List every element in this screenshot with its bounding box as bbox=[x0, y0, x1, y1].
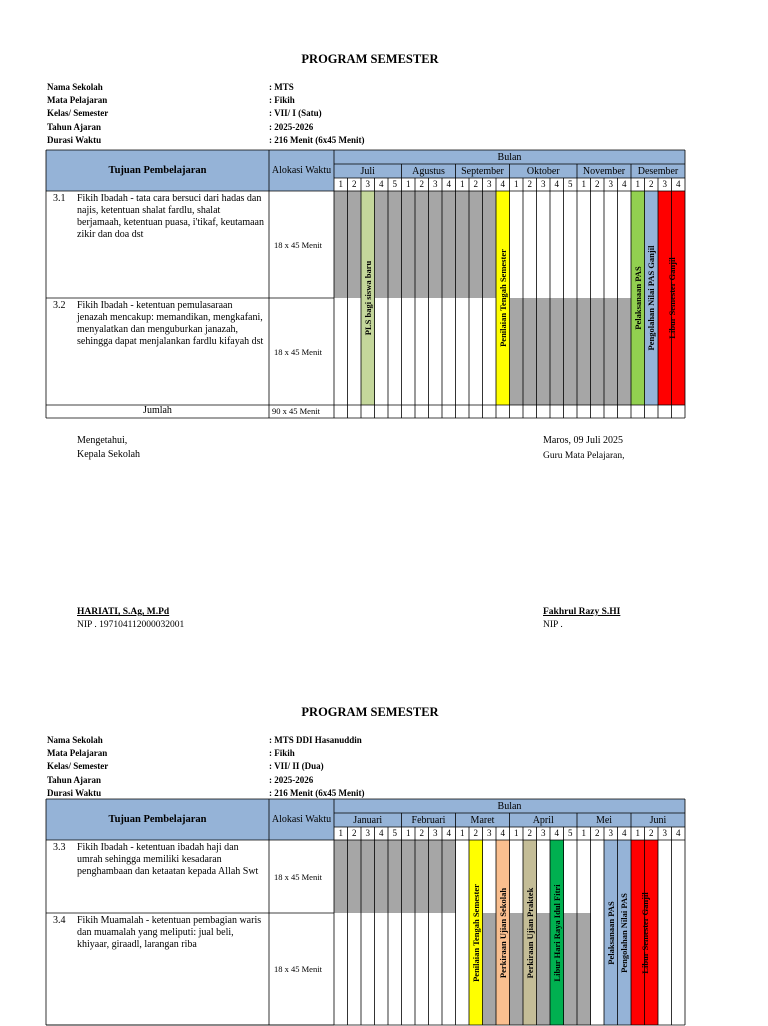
week-number: 3 bbox=[361, 178, 375, 191]
program-table bbox=[46, 799, 685, 1025]
tujuan-number: 3.3 bbox=[53, 842, 66, 853]
alokasi-cell: 18 x 45 Menit bbox=[274, 964, 322, 974]
week-number: 2 bbox=[645, 178, 659, 191]
month-header: April bbox=[510, 813, 578, 827]
info-value: : Fikih bbox=[269, 748, 295, 759]
week-number: 2 bbox=[415, 178, 429, 191]
info-value: : Fikih bbox=[269, 95, 295, 106]
week-number: 5 bbox=[388, 827, 402, 840]
signature-left-role: Kepala Sekolah bbox=[77, 449, 141, 460]
week-number: 3 bbox=[604, 178, 618, 191]
week-number: 3 bbox=[604, 827, 618, 840]
event-label: PLS bagi siswa baru bbox=[362, 260, 373, 336]
week-number: 1 bbox=[334, 178, 348, 191]
alokasi-cell: 18 x 45 Menit bbox=[274, 871, 322, 882]
month-header: Desember bbox=[631, 164, 685, 178]
signature-left-name: HARIATI, S.Ag, M.Pd bbox=[77, 607, 170, 617]
week-number: 4 bbox=[672, 178, 686, 191]
tujuan-text: Fikih Ibadah - ketentuan pemulasaraan jenazah mencakup: memandikan, mengkafani, menyalatkan dan menguburkan janazah, sehingga dapat menjalankan fardlu kifayah dst bbox=[77, 300, 264, 347]
table-grid-lines bbox=[46, 150, 686, 419]
week-number: 4 bbox=[375, 178, 389, 191]
week-number: 1 bbox=[402, 178, 416, 191]
week-number: 2 bbox=[591, 827, 605, 840]
month-header: Januari bbox=[334, 813, 402, 827]
week-number: 2 bbox=[469, 178, 483, 191]
tujuan-number: 3.4 bbox=[53, 915, 66, 926]
week-number: 2 bbox=[591, 178, 605, 191]
signature-date: Maros, 09 Juli 2025 bbox=[543, 435, 623, 446]
week-number: 3 bbox=[658, 827, 672, 840]
week-number: 2 bbox=[348, 178, 362, 191]
week-number: 4 bbox=[550, 178, 564, 191]
month-header: Oktober bbox=[510, 164, 578, 178]
info-value: : VII/ I (Satu) bbox=[269, 108, 322, 119]
week-number: 2 bbox=[645, 827, 659, 840]
info-label: Durasi Waktu bbox=[47, 134, 102, 145]
event-label: Perkiraan Ujian Praktek bbox=[524, 887, 535, 978]
week-number: 3 bbox=[361, 827, 375, 840]
week-number: 3 bbox=[429, 178, 443, 191]
week-number: 4 bbox=[442, 827, 456, 840]
week-number: 4 bbox=[672, 827, 686, 840]
week-number: 3 bbox=[429, 827, 443, 840]
info-value: : 216 Menit (6x45 Menit) bbox=[269, 134, 365, 145]
event-label: Libur Semester Ganjil bbox=[666, 257, 677, 339]
week-number: 1 bbox=[510, 827, 524, 840]
page-title: PROGRAM SEMESTER bbox=[301, 52, 439, 66]
jumlah-value: 90 x 45 Menit bbox=[272, 406, 320, 416]
page-title: PROGRAM SEMESTER bbox=[301, 705, 439, 719]
event-label: Pelaksanaan PAS bbox=[632, 266, 643, 330]
signature-left-greeting: Mengetahui, bbox=[77, 435, 128, 446]
tujuan-text: Fikih Ibadah - tata cara bersuci dari hadas dan najis, ketentuan shalat fardlu, shalat berjamaah, ketentuan puasa, i'tikaf, keutamaan zikir dan doa dst bbox=[77, 193, 264, 240]
info-value: : 2025-2026 bbox=[269, 774, 314, 785]
info-label: Tahun Ajaran bbox=[47, 774, 101, 785]
week-number: 1 bbox=[334, 827, 348, 840]
header-bulan: Bulan bbox=[334, 799, 685, 813]
table-grid-lines bbox=[46, 799, 686, 1026]
week-number: 3 bbox=[537, 827, 551, 840]
week-number: 1 bbox=[631, 827, 645, 840]
signature-right-role: Guru Mata Pelajaran, bbox=[543, 451, 625, 461]
info-label: Durasi Waktu bbox=[47, 787, 102, 798]
week-number: 2 bbox=[523, 827, 537, 840]
info-value: : MTS DDI Hasanuddin bbox=[269, 735, 362, 745]
info-label: Kelas/ Semester bbox=[47, 761, 109, 772]
info-value: : MTS bbox=[269, 82, 294, 92]
month-header: Juni bbox=[631, 813, 685, 827]
week-number: 4 bbox=[618, 827, 632, 840]
tujuan-text: Fikih Ibadah - ketentuan ibadah haji dan umrah sehingga memiliki kesadaran penghambaan dan ketaatan kepada Allah Swt bbox=[77, 842, 259, 877]
tujuan-number: 3.2 bbox=[53, 300, 66, 311]
alokasi-cell: 18 x 45 Menit bbox=[274, 346, 322, 357]
header-alokasi: Alokasi Waktu bbox=[269, 150, 334, 191]
week-number: 3 bbox=[658, 178, 672, 191]
alokasi-cell: 18 x 45 Menit bbox=[274, 239, 322, 250]
tujuan-number: 3.1 bbox=[53, 193, 66, 204]
month-header: September bbox=[456, 164, 510, 178]
event-label: Penilaian Tengah Semester bbox=[497, 249, 508, 347]
month-header: Agustus bbox=[402, 164, 456, 178]
week-number: 4 bbox=[375, 827, 389, 840]
info-block bbox=[47, 734, 447, 800]
info-label: Nama Sekolah bbox=[47, 82, 103, 92]
event-label: Penilaian Tengah Semester bbox=[470, 883, 481, 982]
month-header: Mei bbox=[577, 813, 631, 827]
header-tujuan: Tujuan Pembelajaran bbox=[46, 150, 269, 191]
info-label: Tahun Ajaran bbox=[47, 121, 101, 132]
week-number: 5 bbox=[388, 178, 402, 191]
signature-right-name: Fakhrul Razy S.HI bbox=[543, 607, 621, 617]
week-number: 5 bbox=[564, 178, 578, 191]
week-number: 1 bbox=[510, 178, 524, 191]
week-number: 2 bbox=[415, 827, 429, 840]
event-label: Perkiraan Ujian Sekolah bbox=[497, 887, 508, 978]
week-number: 4 bbox=[618, 178, 632, 191]
tujuan-text: Fikih Muamalah - ketentuan pembagian waris dan muamalah yang meliputi: jual beli, khiyaar, giraadl, larangan riba bbox=[77, 915, 262, 950]
month-header: Februari bbox=[402, 813, 456, 827]
week-number: 1 bbox=[631, 178, 645, 191]
info-label: Kelas/ Semester bbox=[47, 108, 109, 119]
month-header: Maret bbox=[456, 813, 510, 827]
header-bulan: Bulan bbox=[334, 150, 685, 164]
week-number: 4 bbox=[550, 827, 564, 840]
week-number: 1 bbox=[402, 827, 416, 840]
info-value: : VII/ II (Dua) bbox=[269, 761, 324, 772]
week-number: 3 bbox=[537, 178, 551, 191]
info-label: Mata Pelajaran bbox=[47, 748, 108, 759]
week-number: 4 bbox=[442, 178, 456, 191]
header-alokasi: Alokasi Waktu bbox=[269, 799, 334, 840]
week-number: 3 bbox=[483, 827, 497, 840]
signature-left-nip: NIP . 197104112000032001 bbox=[77, 620, 185, 630]
month-header: November bbox=[577, 164, 631, 178]
event-label: Libur Hari Raya Idul Fitri bbox=[551, 883, 562, 982]
month-header: Juli bbox=[334, 164, 402, 178]
program-table bbox=[46, 150, 685, 418]
event-label: Pengolahan Nilai PAS bbox=[619, 892, 630, 973]
week-number: 3 bbox=[483, 178, 497, 191]
event-label: Pelaksanaan PAS bbox=[605, 900, 616, 965]
week-number: 2 bbox=[469, 827, 483, 840]
week-number: 4 bbox=[496, 178, 510, 191]
info-value: : 2025-2026 bbox=[269, 121, 314, 132]
jumlah-label: Jumlah bbox=[143, 405, 172, 416]
event-label: Pengolahan Nilai PAS Ganjil bbox=[646, 245, 657, 351]
event-label: Libur Semester Ganjil bbox=[639, 891, 650, 974]
info-label: Nama Sekolah bbox=[47, 735, 103, 745]
week-number: 1 bbox=[456, 827, 470, 840]
week-number: 1 bbox=[456, 178, 470, 191]
info-value: : 216 Menit (6x45 Menit) bbox=[269, 787, 365, 798]
week-number: 4 bbox=[496, 827, 510, 840]
week-number: 1 bbox=[577, 827, 591, 840]
week-number: 2 bbox=[523, 178, 537, 191]
signature-right-nip: NIP . bbox=[543, 620, 563, 630]
week-number: 2 bbox=[348, 827, 362, 840]
week-number: 1 bbox=[577, 178, 591, 191]
header-tujuan: Tujuan Pembelajaran bbox=[46, 799, 269, 840]
info-block bbox=[47, 81, 447, 147]
info-label: Mata Pelajaran bbox=[47, 95, 108, 106]
week-number: 5 bbox=[564, 827, 578, 840]
